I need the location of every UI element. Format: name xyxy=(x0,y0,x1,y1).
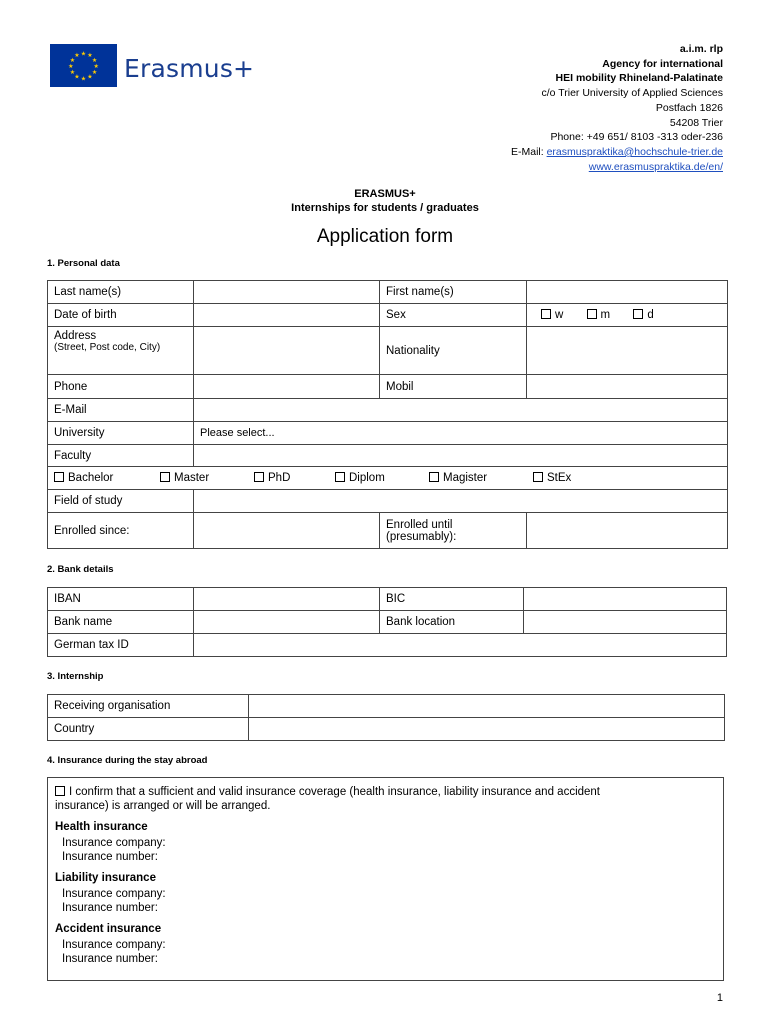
input-field-of-study[interactable] xyxy=(194,490,728,513)
label-bank-name: Bank name xyxy=(48,611,194,634)
eu-flag-icon xyxy=(50,44,117,87)
bank-details-table xyxy=(47,587,727,657)
label-receiving-organisation: Receiving organisation xyxy=(48,695,249,718)
svg-text:★: ★ xyxy=(74,73,80,81)
section-heading-bank: 2. Bank details xyxy=(47,564,114,575)
health-insurance-heading: Health insurance xyxy=(55,821,148,833)
agency-name-2: Agency for international xyxy=(602,57,723,70)
address-line-1: c/o Trier University of Applied Sciences xyxy=(541,87,723,100)
input-nationality[interactable] xyxy=(527,327,728,375)
label-mobil: Mobil xyxy=(380,375,527,399)
label-dob: Date of birth xyxy=(48,304,194,327)
label-first-name: First name(s) xyxy=(380,281,527,304)
insurance-box xyxy=(47,777,724,981)
label-phone: Phone xyxy=(48,375,194,399)
label-iban: IBAN xyxy=(48,588,194,611)
liability-company-label: Insurance company: xyxy=(62,888,166,900)
svg-text:★: ★ xyxy=(74,52,80,60)
website-link[interactable]: www.erasmuspraktika.de/en/ xyxy=(588,160,723,173)
svg-text:★: ★ xyxy=(93,63,99,70)
input-iban[interactable] xyxy=(194,588,380,611)
label-sex: Sex xyxy=(380,304,527,327)
checkbox-icon xyxy=(633,309,643,319)
input-address[interactable] xyxy=(194,327,380,375)
accident-company-label: Insurance company: xyxy=(62,939,166,951)
program-title: ERASMUS+ xyxy=(354,188,416,200)
page-title: Application form xyxy=(316,226,454,247)
checkbox-icon xyxy=(429,472,439,482)
input-mobil[interactable] xyxy=(527,375,728,399)
insurance-confirm[interactable]: I confirm that a sufficient and valid insurance coverage (health insurance, liability insurance and accident xyxy=(55,786,600,798)
accident-number-label: Insurance number: xyxy=(62,953,158,965)
sex-options xyxy=(527,304,728,327)
label-university: University xyxy=(48,422,194,445)
checkbox-icon xyxy=(541,309,551,319)
email-line xyxy=(403,145,723,160)
logo-text: Erasmus+ xyxy=(124,54,255,83)
label-address: Address (Street, Post code, City) xyxy=(48,327,194,375)
erasmus-logo xyxy=(50,44,290,90)
input-tax-id[interactable] xyxy=(194,634,727,657)
label-field-of-study: Field of study xyxy=(48,490,194,513)
label-enrolled-until: Enrolled until (presumably): xyxy=(380,513,527,549)
input-country[interactable] xyxy=(249,718,725,741)
liability-number-label: Insurance number: xyxy=(62,902,158,914)
sex-option-w[interactable]: w xyxy=(541,309,563,321)
svg-text:★: ★ xyxy=(87,52,93,60)
page-number: 1 xyxy=(716,992,723,1004)
checkbox-icon xyxy=(533,472,543,482)
address-line-3: 54208 Trier xyxy=(669,116,723,129)
input-first-name[interactable] xyxy=(527,281,728,304)
checkbox-icon xyxy=(55,786,65,796)
degree-bachelor[interactable]: Bachelor xyxy=(54,472,113,484)
input-bank-location[interactable] xyxy=(524,611,727,634)
checkbox-icon xyxy=(54,472,64,482)
insurance-confirm-cont: insurance) is arranged or will be arranged. xyxy=(55,800,271,812)
agency-address xyxy=(403,42,723,174)
phone-line: Phone: +49 651/ 8103 -313 oder-236 xyxy=(550,131,723,144)
svg-text:★: ★ xyxy=(91,57,98,64)
svg-text:★: ★ xyxy=(68,63,74,70)
svg-text:★: ★ xyxy=(87,73,93,81)
label-tax-id: German tax ID xyxy=(48,634,194,657)
section-heading-personal: 1. Personal data xyxy=(47,258,120,269)
input-email[interactable] xyxy=(194,399,728,422)
internship-table xyxy=(47,694,725,741)
personal-data-table xyxy=(47,280,728,549)
accident-insurance-heading: Accident insurance xyxy=(55,923,162,935)
health-number-label: Insurance number: xyxy=(62,851,158,863)
degree-magister[interactable]: Magister xyxy=(429,472,487,484)
agency-name-1: a.i.m. rlp xyxy=(679,43,723,55)
label-country: Country xyxy=(48,718,249,741)
program-subtitle: Internships for students / graduates xyxy=(291,202,479,214)
input-bank-name[interactable] xyxy=(194,611,380,634)
input-bic[interactable] xyxy=(524,588,727,611)
email-link[interactable]: erasmuspraktika@hochschule-trier.de xyxy=(546,145,723,158)
email-label: E-Mail: xyxy=(511,145,547,158)
input-phone[interactable] xyxy=(194,375,380,399)
input-enrolled-until[interactable] xyxy=(527,513,728,549)
checkbox-icon xyxy=(160,472,170,482)
degree-phd[interactable]: PhD xyxy=(254,472,290,484)
university-select[interactable]: Please select... xyxy=(194,422,728,445)
liability-insurance-heading: Liability insurance xyxy=(55,872,156,884)
input-receiving-organisation[interactable] xyxy=(249,695,725,718)
label-email: E-Mail xyxy=(48,399,194,422)
degree-stex[interactable]: StEx xyxy=(533,472,571,484)
input-last-name[interactable] xyxy=(194,281,380,304)
input-faculty[interactable] xyxy=(194,445,728,467)
svg-text:★: ★ xyxy=(80,50,87,58)
svg-text:★: ★ xyxy=(80,75,87,83)
degree-options xyxy=(48,467,728,490)
checkbox-icon xyxy=(335,472,345,482)
label-bic: BIC xyxy=(380,588,524,611)
address-line-2: Postfach 1826 xyxy=(655,101,723,114)
label-last-name: Last name(s) xyxy=(48,281,194,304)
checkbox-icon xyxy=(587,309,597,319)
health-company-label: Insurance company: xyxy=(62,837,166,849)
label-bank-location: Bank location xyxy=(380,611,524,634)
label-enrolled-since: Enrolled since: xyxy=(48,513,194,549)
degree-diplom[interactable]: Diplom xyxy=(335,472,385,484)
svg-text:★: ★ xyxy=(69,69,76,76)
sex-option-m[interactable]: m xyxy=(587,309,611,321)
svg-text:★: ★ xyxy=(91,69,98,76)
section-heading-insurance: 4. Insurance during the stay abroad xyxy=(47,755,208,766)
checkbox-icon xyxy=(254,472,264,482)
input-enrolled-since[interactable] xyxy=(194,513,380,549)
label-nationality: Nationality xyxy=(380,327,527,375)
section-heading-internship: 3. Internship xyxy=(47,671,104,682)
degree-master[interactable]: Master xyxy=(160,472,209,484)
sex-option-d[interactable]: d xyxy=(633,309,653,321)
agency-name-3: HEI mobility Rhineland-Palatinate xyxy=(555,72,723,85)
input-dob[interactable] xyxy=(194,304,380,327)
label-faculty: Faculty xyxy=(48,445,194,467)
svg-text:★: ★ xyxy=(69,57,76,64)
